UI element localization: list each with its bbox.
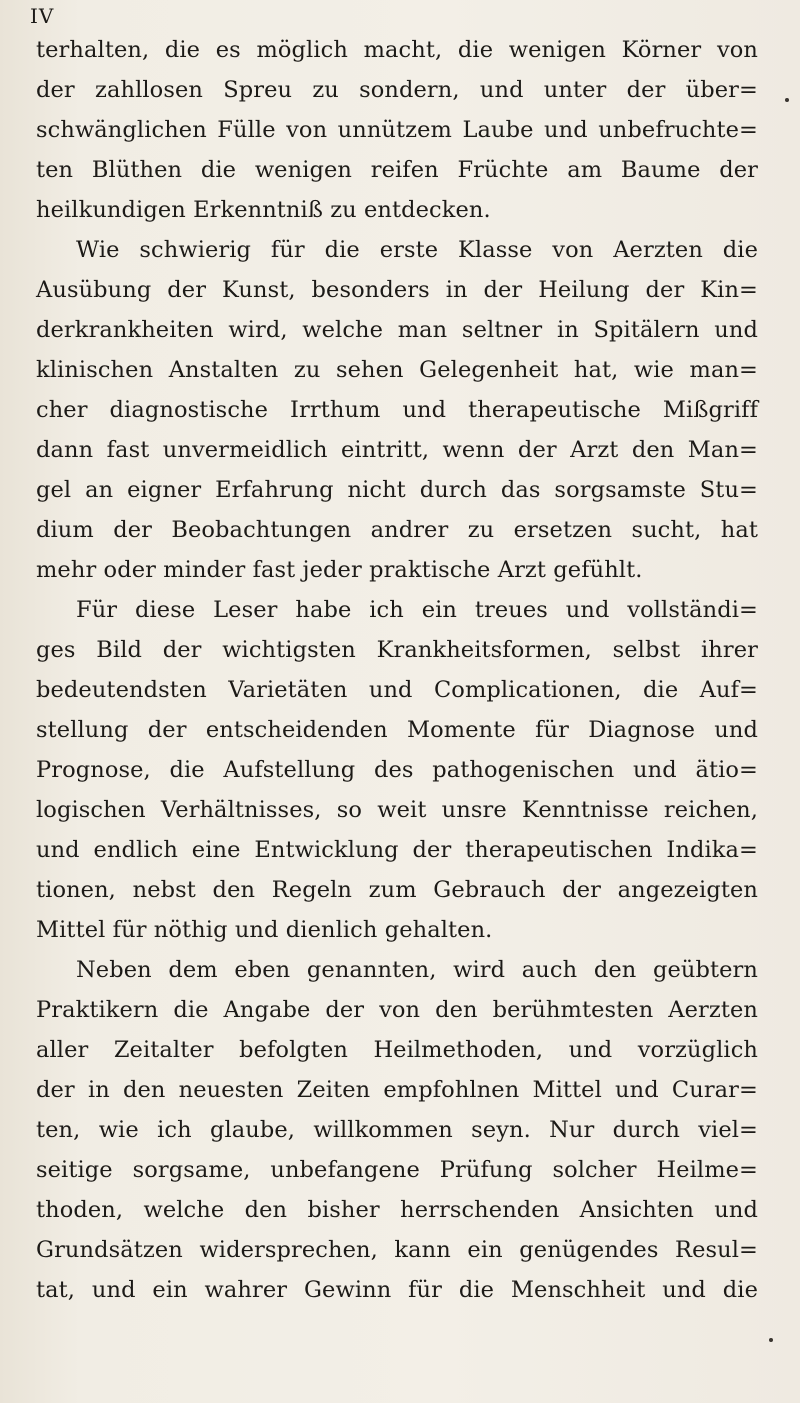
text-line: Wie schwierig für die erste Klasse von Aerzten die [76,237,758,263]
text-line: mehr oder minder fast jeder praktische Arzt gefühlt. [36,557,643,583]
text-line: tionen, nebst den Regeln zum Gebrauch der angezeigten [36,877,758,903]
text-line: stellung der entscheidenden Momente für Diagnose und [36,717,758,743]
text-line: logischen Verhältnisses, so weit unsre Kenntnisse reichen, [36,797,758,823]
paper-speck [785,98,789,102]
text-line: tat, und ein wahrer Gewinn für die Menschheit und die [36,1277,758,1303]
text-line: cher diagnostische Irrthum und therapeutische Mißgriff [36,397,758,423]
text-line: Für diese Leser habe ich ein treues und vollständi= [76,597,758,623]
text-line: dium der Beobachtungen andrer zu ersetzen sucht, hat [36,517,758,543]
text-line: thoden, welche den bisher herrschenden Ansichten und [36,1197,758,1223]
text-line: aller Zeitalter befolgten Heilmethoden, und vorzüglich [36,1037,758,1063]
text-line: dann fast unvermeidlich eintritt, wenn der Arzt den Man= [36,437,758,463]
text-line: bedeutendsten Varietäten und Complicationen, die Auf= [36,677,758,703]
text-line: Prognose, die Aufstellung des pathogenischen und ätio= [36,757,758,783]
text-line: derkrankheiten wird, welche man seltner in Spitälern und [36,317,758,343]
text-line: und endlich eine Entwicklung der therapeutischen Indika= [36,837,758,863]
text-line: Ausübung der Kunst, besonders in der Heilung der Kin= [36,277,758,303]
text-line: Grundsätzen widersprechen, kann ein genügendes Resul= [36,1237,758,1263]
paper-speck [769,1338,773,1342]
text-line: seitige sorgsame, unbefangene Prüfung solcher Heilme= [36,1157,758,1183]
text-line: Praktikern die Angabe der von den berühmtesten Aerzten [36,997,758,1023]
text-line: Mittel für nöthig und dienlich gehalten. [36,917,493,943]
page-number: IV [30,4,55,28]
text-line: ten Blüthen die wenigen reifen Früchte am Baume der [36,157,758,183]
text-line: klinischen Anstalten zu sehen Gelegenheit hat, wie man= [36,357,758,383]
text-line: heilkundigen Erkenntniß zu entdecken. [36,197,491,223]
text-line: der in den neuesten Zeiten empfohlnen Mittel und Curar= [36,1077,758,1103]
text-line: schwänglichen Fülle von unnützem Laube und unbefruchte= [36,117,758,143]
text-line: Neben dem eben genannten, wird auch den geübtern [76,957,758,983]
text-line: ten, wie ich glaube, willkommen seyn. Nur durch viel= [36,1117,758,1143]
text-line: gel an eigner Erfahrung nicht durch das sorgsamste Stu= [36,477,758,503]
text-line: ges Bild der wichtigsten Krankheitsformen, selbst ihrer [36,637,758,663]
text-line: terhalten, die es möglich macht, die wenigen Körner von [36,37,758,63]
text-line: der zahllosen Spreu zu sondern, und unter der über= [36,77,758,103]
